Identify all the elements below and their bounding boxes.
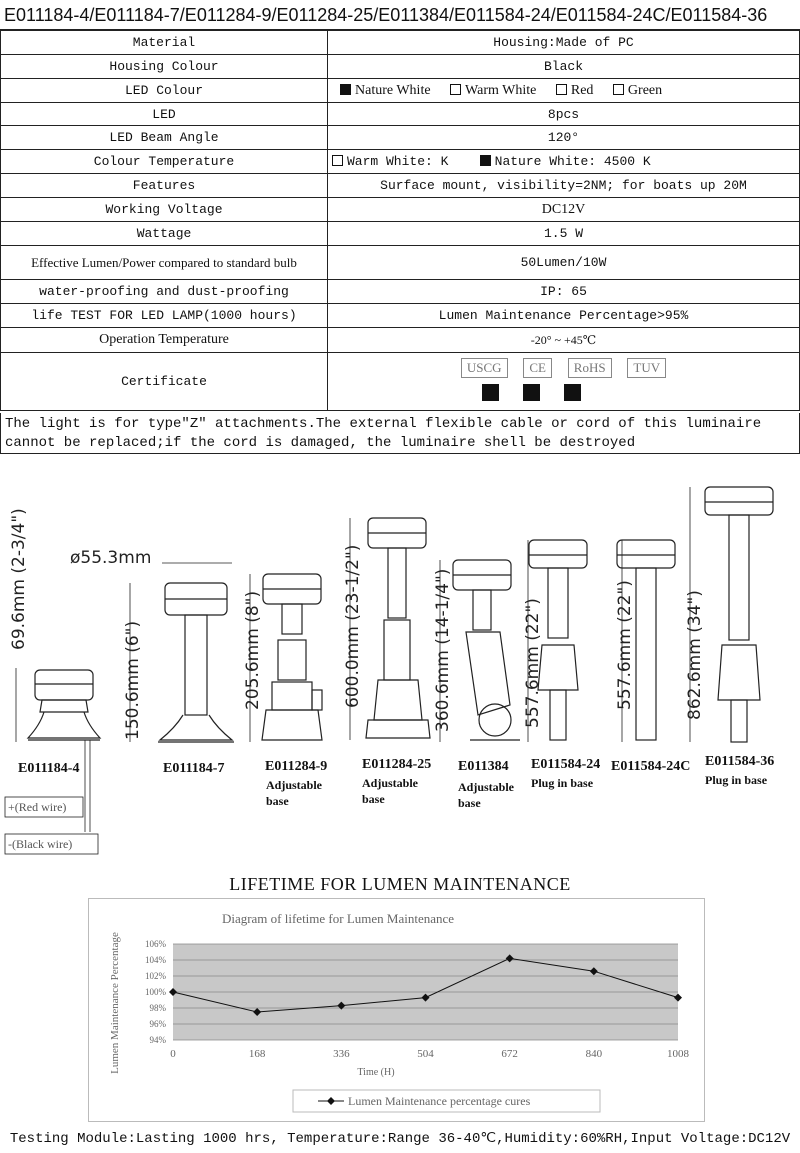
- y-tick-label: 94%: [149, 1035, 166, 1045]
- drawing-e011184-7: [158, 583, 234, 742]
- footer-text: Testing Module:Lasting 1000 hrs, Temperature:Range 36-40℃,Humidity:60%RH,Input Voltage:DC12V: [9, 1131, 791, 1147]
- model-7: E011584-24C: [611, 759, 691, 774]
- colour-temp-values: [328, 150, 800, 174]
- row-voltage: [1, 198, 800, 222]
- y-tick-label: 106%: [145, 939, 166, 949]
- wire-black: -(Black wire): [8, 837, 73, 851]
- checkbox-green: [613, 84, 624, 95]
- x-tick-label: 168: [248, 1048, 266, 1060]
- dim-6: 557.6mm (22"): [523, 598, 543, 728]
- cert-mark-1: [482, 384, 499, 401]
- drawing-e011584-36: [705, 487, 773, 742]
- option-nature-white: Nature White: [355, 82, 431, 98]
- certificate-label: Certificate: [1, 353, 328, 411]
- model-6: E011584-24: [531, 757, 601, 772]
- y-tick-label: 96%: [149, 1019, 166, 1029]
- cert-mark-3: [564, 384, 581, 401]
- colour-temp-warm: Warm White: K: [347, 154, 449, 169]
- colour-temp-label: Colour Temperature: [1, 150, 328, 174]
- row-led-colour: [1, 79, 800, 103]
- y-axis-label: Lumen Maintenance Percentage: [109, 932, 121, 1074]
- life-test-label: life TEST FOR LED LAMP(1000 hours): [1, 304, 328, 328]
- features-label: Features: [1, 174, 328, 198]
- certificate-values: [328, 353, 800, 411]
- y-tick-label: 104%: [145, 955, 166, 965]
- option-green: Green: [627, 82, 663, 98]
- colour-temp-nature: Nature White: 4500 K: [494, 154, 651, 169]
- material-value: Housing:Made of PC: [328, 31, 800, 55]
- sub-plug-2: Plug in base: [705, 773, 768, 787]
- sub-plug-1: Plug in base: [531, 776, 594, 790]
- lumen-label: Effective Lumen/Power compared to standard bulb: [1, 246, 328, 280]
- dim-4: 600.0mm (23-1/2"): [343, 544, 363, 708]
- features-value: Surface mount, visibility=2NM; for boats up 20M: [328, 174, 800, 198]
- led-colour-label: LED Colour: [1, 79, 328, 103]
- voltage-label: Working Voltage: [1, 198, 328, 222]
- cert-ce: CE: [523, 358, 552, 378]
- product-drawings: [0, 454, 800, 864]
- x-tick-label: 1008: [667, 1048, 689, 1060]
- sub-base-1: base: [266, 794, 289, 808]
- x-axis-label: Time (H): [357, 1067, 395, 1078]
- model-8: E011584-36: [705, 754, 775, 769]
- legend-label: Lumen Maintenance percentage cures: [348, 1094, 531, 1108]
- checkbox-nature: [480, 155, 491, 166]
- led-label: LED: [1, 103, 328, 126]
- drawing-e011284-25: [366, 518, 430, 738]
- x-tick-label: 504: [417, 1048, 434, 1060]
- material-label: Material: [1, 31, 328, 55]
- diameter-label: ø55.3mm: [70, 548, 152, 568]
- row-colour-temp: [1, 150, 800, 174]
- checkbox-warm: [332, 155, 343, 166]
- dim-1: 69.6mm (2-3/4"): [9, 508, 29, 650]
- led-value: 8pcs: [328, 103, 800, 126]
- beam-angle-value: 120°: [328, 126, 800, 150]
- model-5: E011384: [458, 759, 509, 774]
- sub-adjustable-2: Adjustable: [362, 776, 419, 790]
- wire-red: +(Red wire): [8, 800, 67, 814]
- waterproof-label: water-proofing and dust-proofing: [1, 280, 328, 304]
- led-colour-options: [328, 79, 800, 103]
- checkbox-red: [556, 84, 567, 95]
- row-material: [1, 31, 800, 55]
- voltage-value: DC12V: [328, 198, 800, 222]
- option-red: Red: [570, 82, 594, 98]
- sub-base-3: base: [458, 796, 481, 810]
- sub-base-2: base: [362, 792, 385, 806]
- drawing-e011184-4: [28, 670, 100, 740]
- model-1: E011184-4: [18, 761, 80, 776]
- cert-mark-2: [523, 384, 540, 401]
- lumen-chart: [88, 898, 706, 1123]
- dim-7: 557.6mm (22"): [615, 580, 635, 710]
- spec-table: [0, 30, 800, 411]
- row-op-temp: [1, 328, 800, 353]
- op-temp-value: -20° ~ +45℃: [328, 328, 800, 353]
- model-2: E011184-7: [163, 761, 225, 776]
- row-beam-angle: [1, 126, 800, 150]
- sub-adjustable-1: Adjustable: [266, 778, 323, 792]
- waterproof-value: IP: 65: [328, 280, 800, 304]
- dim-3: 205.6mm (8"): [243, 590, 263, 710]
- x-tick-label: 0: [170, 1048, 176, 1060]
- cert-rohs: RoHS: [568, 358, 612, 378]
- row-life-test: [1, 304, 800, 328]
- row-wattage: [1, 222, 800, 246]
- page-title: E011184-4/E011184-7/E011284-9/E011284-25/E011384/E011584-24/E011584-24C/E011584-36: [0, 0, 800, 30]
- lumen-value: 50Lumen/10W: [328, 246, 800, 280]
- option-warm-white: Warm White: [465, 82, 537, 98]
- drawing-e011384: [453, 560, 520, 740]
- note-text: The light is for type"Z" attachments.The external flexible cable or cord of this luminaire cannot be replaced;if the cord is damaged, the luminaire shell be destroyed: [0, 413, 800, 454]
- cert-tuv: TUV: [627, 358, 666, 378]
- x-tick-label: 672: [501, 1048, 518, 1060]
- row-led: [1, 103, 800, 126]
- y-tick-label: 102%: [145, 971, 166, 981]
- row-lumen: [1, 246, 800, 280]
- model-4: E011284-25: [362, 757, 432, 772]
- beam-angle-label: LED Beam Angle: [1, 126, 328, 150]
- x-tick-label: 840: [585, 1048, 603, 1060]
- chart-heading: LIFETIME FOR LUMEN MAINTENANCE: [229, 874, 571, 894]
- model-3: E011284-9: [265, 759, 328, 774]
- row-waterproof: [1, 280, 800, 304]
- chart-title: Diagram of lifetime for Lumen Maintenance: [221, 911, 455, 926]
- row-features: [1, 174, 800, 198]
- housing-colour-value: Black: [328, 55, 800, 79]
- row-certificate: [1, 353, 800, 411]
- housing-colour-label: Housing Colour: [1, 55, 328, 79]
- dim-8: 862.6mm (34"): [685, 590, 705, 720]
- checkbox-nature-white: [340, 84, 351, 95]
- wattage-value: 1.5 W: [328, 222, 800, 246]
- dim-5: 360.6mm (14-1/4"): [433, 568, 453, 732]
- cert-uscg: USCG: [461, 358, 508, 378]
- x-tick-label: 336: [333, 1048, 350, 1060]
- life-test-value: Lumen Maintenance Percentage>95%: [328, 304, 800, 328]
- wattage-label: Wattage: [1, 222, 328, 246]
- op-temp-label: Operation Temperature: [1, 328, 328, 353]
- sub-adjustable-3: Adjustable: [458, 780, 515, 794]
- y-tick-label: 98%: [149, 1003, 166, 1013]
- checkbox-warm-white: [450, 84, 461, 95]
- y-tick-label: 100%: [145, 987, 166, 997]
- dim-2: 150.6mm (6"): [123, 620, 143, 740]
- row-housing-colour: [1, 55, 800, 79]
- drawing-e011284-9: [262, 574, 322, 740]
